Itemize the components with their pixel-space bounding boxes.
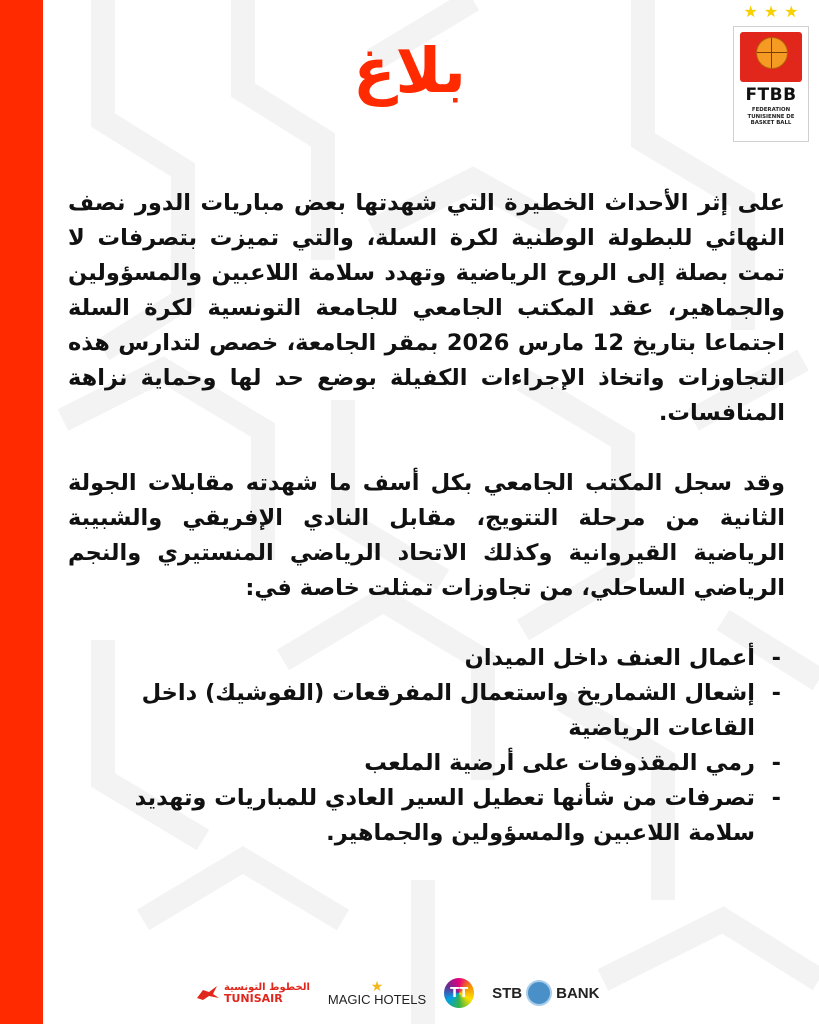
announcement-body [68,186,785,851]
sponsor-tunisair [195,983,310,1004]
star-icon: ★ [784,2,799,21]
list-item-text: تصرفات من شأنها تعطيل السير العادي للمباريات وتهديد سلامة اللاعبين والمسؤولين والجماهير. [134,785,755,846]
paragraph-1: على إثر الأحداث الخطيرة التي شهدتها بعض مباريات الدور نصف النهائي للبطولة الوطنية لكرة السلة، والتي تميزت بتصرفات لا تمت بصلة إلى الروح الرياضية وتهدد سلامة اللاعبين والمسؤولين والجماهير، عقد المكتب الجامعي للجامعة التونسية لكرة السلة اجتماعا بتاريخ 12 مارس 2026 بمقر الجامعة، خصص لتدارس هذه التجاوزات واتخاذ الإجراءات الكفيلة بوضع حد لها وحماية نزاهة المنافسات. [68,190,785,426]
star-icon: ★ [743,2,758,21]
paragraph-2: وقد سجل المكتب الجامعي بكل أسف ما شهدته مقابلات الجولة الثانية من مرحلة التتويج، مقابل النادي الإفريقي والشبيبة الرياضية القيروانية وكذلك الاتحاد الرياضي المنستيري والنجم الرياضي الساحلي، من تجاوزات تمثلت خاصة في: [68,470,785,601]
page-title: بلاغ [353,34,466,107]
star-icon: ★ [763,2,779,21]
list-item-text: رمي المقذوفات على أرضية الملعب [364,750,755,776]
logo-subtitle-line: BASKET BALL [750,120,792,126]
bank-name: BANK [556,984,600,1002]
magic-hotels-name: MAGIC HOTELS [327,991,427,1007]
list-item-text: أعمال العنف داخل الميدان [464,645,755,671]
list-marker: - [771,750,781,776]
list-item [68,746,785,781]
basketball-icon [756,37,788,69]
stb-emblem-icon [526,980,552,1006]
ftbb-logo [733,4,809,146]
stb-name: STB [492,984,523,1002]
sponsors-strip [195,970,599,1016]
sponsor-stb-bank [492,980,599,1006]
list-item-text: إشعال الشماريخ واستعمال المفرقعات (الفوشيك) داخل القاعات الرياضية [141,680,755,741]
stars [733,4,809,20]
logo-box [733,26,809,142]
star-icon: ★ [370,977,384,994]
logo-subtitle-line: TUNISIENNE DE [747,113,795,120]
gazelle-icon [195,984,221,1002]
list-item [68,641,785,676]
list-marker: - [771,785,781,811]
violations-list [68,641,785,851]
list-marker: - [771,680,781,706]
logo-subtitle-line: FEDERATION [751,107,791,113]
logo-subtitle [734,107,808,127]
list-item [68,781,785,851]
list-marker: - [771,645,781,671]
tunisair-name: TUNISAIR [224,991,283,1005]
logo-initials: FTBB [745,85,797,105]
left-accent-bar [0,0,43,1024]
sponsor-magic-hotels [327,977,427,1007]
list-item [68,676,785,746]
sponsor-tunisie-telecom: TT [444,978,474,1008]
tunisair-arabic: الخطوط التونسية [224,981,310,993]
